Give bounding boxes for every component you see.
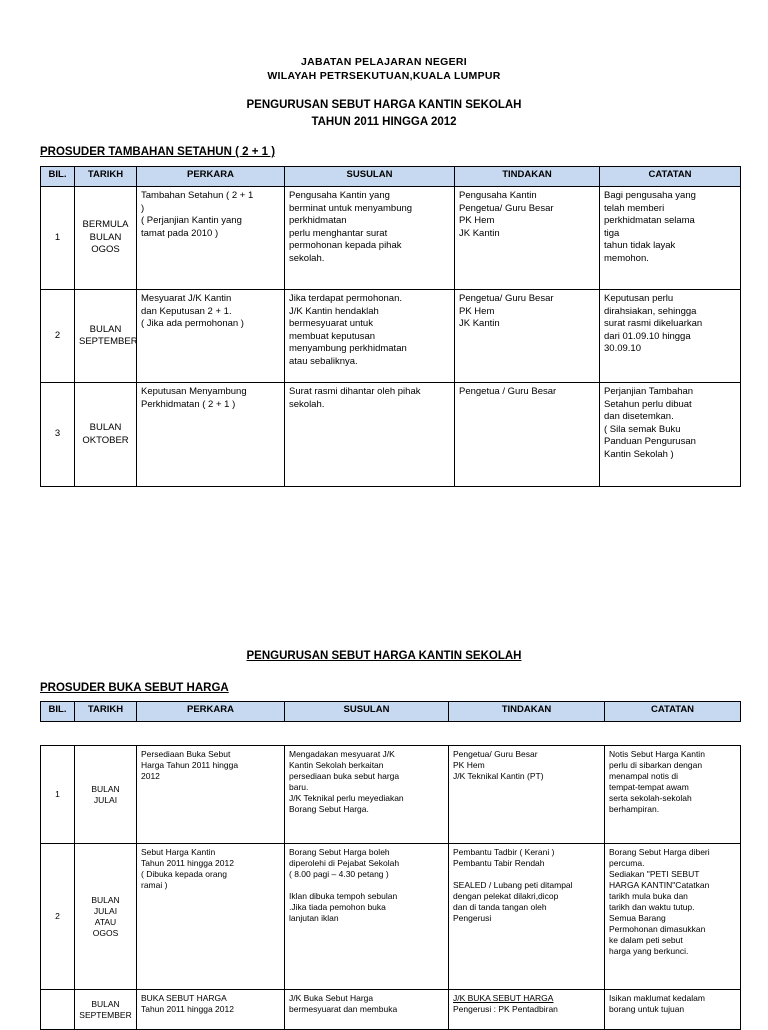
procedure-table-1 bbox=[40, 166, 741, 487]
document-subtitle: TAHUN 2011 HINGGA 2012 bbox=[311, 116, 457, 128]
row-action-line: Pengusaha Kantin bbox=[459, 190, 537, 201]
row-notes bbox=[600, 290, 741, 383]
row-followup-line: .Jika tiada pemohon buka bbox=[289, 902, 386, 912]
row-followup-line: Borang Sebut Harga. bbox=[289, 804, 369, 814]
row-notes-line: Bagi pengusaha yang bbox=[604, 190, 696, 201]
row-item-line: Tambahan Setahun ( 2 + 1 bbox=[141, 190, 254, 201]
table-header-row bbox=[41, 167, 741, 187]
row-notes-line: tiga bbox=[604, 227, 620, 239]
row-notes-line: serta sekolah-sekolah bbox=[609, 793, 692, 803]
row-notes-line: borang untuk tujuan bbox=[609, 1004, 685, 1014]
row-followup-line: J/K Kantin hendaklah bbox=[289, 305, 379, 317]
row-action bbox=[455, 383, 600, 487]
procedure-table-2 bbox=[40, 745, 741, 1030]
row-item-line: ) bbox=[141, 202, 145, 214]
row-followup bbox=[285, 844, 449, 990]
row-date-line: SEPTEMBER bbox=[79, 336, 138, 347]
row-notes-line: ( Sila semak Buku bbox=[604, 423, 681, 435]
row-action-line: J/K BUKA SEBUT HARGA bbox=[453, 993, 554, 1003]
row-followup-line: Mengadakan mesyuarat J/K bbox=[289, 749, 395, 759]
row-date bbox=[75, 187, 137, 290]
row-item-line: ( Dibuka kepada orang bbox=[141, 869, 228, 879]
row-action-line: Pengetua/ Guru Besar bbox=[459, 202, 554, 214]
row-action-line: dengan pelekat dilakri,dicop bbox=[453, 891, 559, 901]
row-followup-line: membuat keputusan bbox=[289, 330, 376, 342]
row-followup bbox=[285, 746, 449, 844]
row-followup-line: bermesyuarat dan membuka bbox=[289, 1004, 398, 1014]
row-notes-line: Borang Sebut Harga diberi bbox=[609, 847, 710, 857]
row-notes-line: perkhidmatan selama bbox=[604, 215, 695, 226]
row-followup-line: Kantin Sekolah berkaitan bbox=[289, 760, 384, 770]
row-action-line: Pengetua / Guru Besar bbox=[459, 386, 557, 397]
row-item-line: ( Perjanjian Kantin yang bbox=[141, 215, 242, 226]
row-notes-line: tarikh mula buka dan bbox=[609, 891, 688, 901]
row-notes-line: Sediakan "PETI SEBUT bbox=[609, 869, 700, 879]
row-notes-line: Isikan maklumat kedalam bbox=[609, 993, 705, 1003]
row-item-line: ramai ) bbox=[141, 880, 168, 890]
row-date-line: JULAI bbox=[93, 905, 118, 916]
row-date bbox=[75, 383, 137, 487]
row-notes-line: memohon. bbox=[604, 252, 649, 264]
row-notes-line: harga yang berkunci. bbox=[609, 946, 689, 956]
row-date-line: JULAI bbox=[93, 794, 118, 805]
col-catatan: CATATAN bbox=[600, 167, 741, 187]
row-notes-line: telah memberi bbox=[604, 202, 665, 214]
row-date-line: ATAU bbox=[94, 916, 117, 927]
row-notes-line: dirahsiakan, sehingga bbox=[604, 305, 697, 317]
department-location: WILAYAH PETRSEKUTUAN,KUALA LUMPUR bbox=[267, 70, 501, 82]
row-notes-line: tahun tidak layak bbox=[604, 240, 676, 251]
document-title: PENGURUSAN SEBUT HARGA KANTIN SEKOLAH bbox=[246, 99, 522, 111]
row-followup-line: Pengusaha Kantin yang bbox=[289, 190, 390, 201]
row-item-line: dan Keputusan 2 + 1. bbox=[141, 305, 232, 317]
row-item bbox=[137, 746, 285, 844]
row-action bbox=[449, 746, 605, 844]
col-bil: BIL. bbox=[41, 167, 75, 187]
row-followup-line: perlu menghantar surat bbox=[289, 227, 388, 239]
row-item-line: Harga Tahun 2011 hingga bbox=[141, 760, 239, 770]
row-notes-line: Panduan Pengurusan bbox=[604, 436, 696, 447]
row-notes-line: dan disetemkan. bbox=[604, 411, 674, 422]
table-row bbox=[41, 290, 741, 383]
row-item-line: tamat pada 2010 ) bbox=[141, 227, 219, 239]
row-followup-line: diperolehi di Pejabat Sekolah bbox=[289, 858, 400, 868]
row-date-line: BULAN bbox=[89, 231, 122, 243]
row-followup-line: atau sebaliknya. bbox=[289, 355, 358, 367]
row-date bbox=[75, 290, 137, 383]
row-date bbox=[75, 844, 137, 990]
table-row bbox=[41, 746, 741, 844]
row-notes bbox=[605, 844, 741, 990]
row-followup-line bbox=[289, 880, 444, 891]
row-date-line: OGOS bbox=[91, 244, 120, 256]
row-date-line: BERMULA bbox=[82, 219, 129, 231]
row-action-line: PK Hem bbox=[459, 305, 495, 317]
col-tarikh: TARIKH bbox=[75, 167, 137, 187]
row-action-line: J/K Teknikal Kantin (PT) bbox=[453, 771, 544, 781]
row-notes bbox=[600, 187, 741, 290]
row-notes-line: Permohonan dimasukkan bbox=[609, 924, 706, 934]
row-followup-line: Borang Sebut Harga boleh bbox=[289, 847, 390, 857]
row-notes-line: perlu di sibarkan dengan bbox=[609, 760, 703, 770]
row-date-line: BULAN bbox=[91, 894, 120, 905]
row-notes-line: tarikh dan waktu tutup. bbox=[609, 902, 695, 912]
row-action-line: Pembantu Tabir Rendah bbox=[453, 858, 545, 868]
row-action-line: JK Kantin bbox=[459, 227, 500, 239]
col-catatan: CATATAN bbox=[605, 702, 741, 722]
row-notes-line: Kantin Sekolah ) bbox=[604, 448, 674, 460]
row-number: 2 bbox=[41, 290, 75, 383]
row-followup-line: menyambung perkhidmatan bbox=[289, 343, 407, 354]
col-tindakan: TINDAKAN bbox=[455, 167, 600, 187]
row-item-line: Mesyuarat J/K Kantin bbox=[141, 293, 232, 304]
row-action-line: Pengetua/ Guru Besar bbox=[459, 293, 554, 304]
row-notes-line: menampal notis di bbox=[609, 771, 678, 781]
row-notes-line: Perjanjian Tambahan bbox=[604, 386, 694, 397]
row-followup bbox=[285, 187, 455, 290]
row-action bbox=[455, 187, 600, 290]
row-followup-line: Jika terdapat permohonan. bbox=[289, 293, 403, 304]
row-item-line: Sebut Harga Kantin bbox=[141, 847, 216, 857]
row-followup-line: persediaan buka sebut harga bbox=[289, 771, 400, 781]
row-followup-line: Surat rasmi dihantar oleh pihak bbox=[289, 386, 421, 397]
department-name: JABATAN PELAJARAN NEGERI bbox=[300, 56, 468, 68]
row-followup-line: sekolah. bbox=[289, 252, 325, 264]
row-followup-line: J/K Teknikal perlu meyediakan bbox=[289, 793, 404, 803]
section2-title: PENGURUSAN SEBUT HARGA KANTIN SEKOLAH bbox=[246, 650, 522, 662]
row-date-line: BULAN bbox=[91, 783, 120, 794]
row-notes-line: surat rasmi dikeluarkan bbox=[604, 318, 703, 329]
row-item-line: Persediaan Buka Sebut bbox=[141, 749, 231, 759]
row-action-line: dan di tanda tangan oleh bbox=[453, 902, 547, 912]
row-item bbox=[137, 844, 285, 990]
row-date-line: BULAN bbox=[89, 323, 122, 335]
row-action-line: Pembantu Tadbir ( Kerani ) bbox=[453, 847, 555, 857]
row-number: 1 bbox=[41, 187, 75, 290]
col-tindakan: TINDAKAN bbox=[449, 702, 605, 722]
row-notes-line: percuma. bbox=[609, 858, 645, 868]
row-followup-line: permohonan kepada pihak bbox=[289, 240, 402, 251]
row-item-line: Keputusan Menyambung bbox=[141, 386, 247, 397]
table-header-row bbox=[41, 702, 741, 722]
row-followup-line: J/K Buka Sebut Harga bbox=[289, 993, 374, 1003]
table-row bbox=[41, 383, 741, 487]
row-item-line: 2012 bbox=[141, 771, 160, 781]
row-number: 1 bbox=[41, 746, 75, 844]
row-number: 2 bbox=[41, 844, 75, 990]
row-date-line: OGOS bbox=[92, 927, 119, 938]
row-notes-line: Setahun perlu dibuat bbox=[604, 398, 692, 410]
row-followup-line: baru. bbox=[289, 782, 309, 792]
row-item-line: Perkhidmatan ( 2 + 1 ) bbox=[141, 398, 236, 410]
row-action bbox=[449, 844, 605, 990]
row-item-line: Tahun 2011 hingga 2012 bbox=[141, 1004, 234, 1014]
row-followup-line: berminat untuk menyambung bbox=[289, 202, 413, 214]
row-action-line bbox=[453, 869, 600, 880]
row-number: 3 bbox=[41, 383, 75, 487]
row-item-line: BUKA SEBUT HARGA bbox=[141, 993, 227, 1003]
row-notes-line: 30.09.10 bbox=[604, 343, 641, 354]
row-notes-line: ke dalam peti sebut bbox=[609, 935, 683, 945]
row-item bbox=[137, 187, 285, 290]
row-action-line: Pengetua/ Guru Besar bbox=[453, 749, 538, 759]
row-date-line: OKTOBER bbox=[82, 434, 129, 446]
row-followup-line: ( 8.00 pagi – 4.30 petang ) bbox=[289, 869, 389, 879]
row-followup bbox=[285, 290, 455, 383]
row-notes bbox=[605, 746, 741, 844]
col-tarikh: TARIKH bbox=[75, 702, 137, 722]
row-action-line: PK Hem bbox=[453, 760, 485, 770]
row-action-line: Pengerusi bbox=[453, 913, 492, 923]
row-date bbox=[75, 746, 137, 844]
procedure-table-2-header bbox=[40, 701, 741, 722]
row-date-line: BULAN bbox=[91, 998, 120, 1009]
row-item bbox=[137, 290, 285, 383]
row-date-line: SEPTEMBER bbox=[79, 1009, 132, 1020]
row-notes-line: tempat-tempat awam bbox=[609, 782, 689, 792]
row-item-line: ( Jika ada permohonan ) bbox=[141, 318, 244, 329]
section2-heading: PROSUDER BUKA SEBUT HARGA bbox=[40, 682, 229, 694]
row-notes-line: Semua Barang bbox=[609, 913, 666, 923]
row-item bbox=[137, 383, 285, 487]
row-notes-line: Notis Sebut Harga Kantin bbox=[609, 749, 705, 759]
section1-heading: PROSUDER TAMBAHAN SETAHUN ( 2 + 1 ) bbox=[40, 146, 276, 158]
row-item-line: Tahun 2011 hingga 2012 bbox=[141, 858, 234, 868]
row-notes-line: dari 01.09.10 hingga bbox=[604, 330, 691, 342]
col-perkara: PERKARA bbox=[137, 167, 285, 187]
row-followup-line: sekolah. bbox=[289, 398, 325, 410]
col-bil: BIL. bbox=[41, 702, 75, 722]
row-action-line: Pengerusi : PK Pentadbiran bbox=[453, 1004, 558, 1014]
col-perkara: PERKARA bbox=[137, 702, 285, 722]
col-susulan: SUSULAN bbox=[285, 167, 455, 187]
table-row bbox=[41, 844, 741, 990]
col-susulan: SUSULAN bbox=[285, 702, 449, 722]
row-action-line: SEALED / Lubang peti ditampal bbox=[453, 880, 573, 890]
table-row bbox=[41, 187, 741, 290]
row-notes bbox=[600, 383, 741, 487]
row-action bbox=[455, 290, 600, 383]
row-followup-line: lanjutan iklan bbox=[289, 913, 339, 923]
row-followup-line: perkhidmatan bbox=[289, 215, 347, 226]
row-followup bbox=[285, 383, 455, 487]
row-notes-line: Keputusan perlu bbox=[604, 293, 674, 304]
row-action-line: PK Hem bbox=[459, 215, 495, 226]
row-notes-line: HARGA KANTIN"Catatkan bbox=[609, 880, 710, 890]
row-followup-line: bermesyuarat untuk bbox=[289, 318, 373, 329]
row-followup-line: Iklan dibuka tempoh sebulan bbox=[289, 891, 398, 901]
row-date-line: BULAN bbox=[89, 422, 122, 433]
row-action-line: JK Kantin bbox=[459, 318, 500, 329]
row-notes-line: berhampiran. bbox=[609, 804, 660, 814]
